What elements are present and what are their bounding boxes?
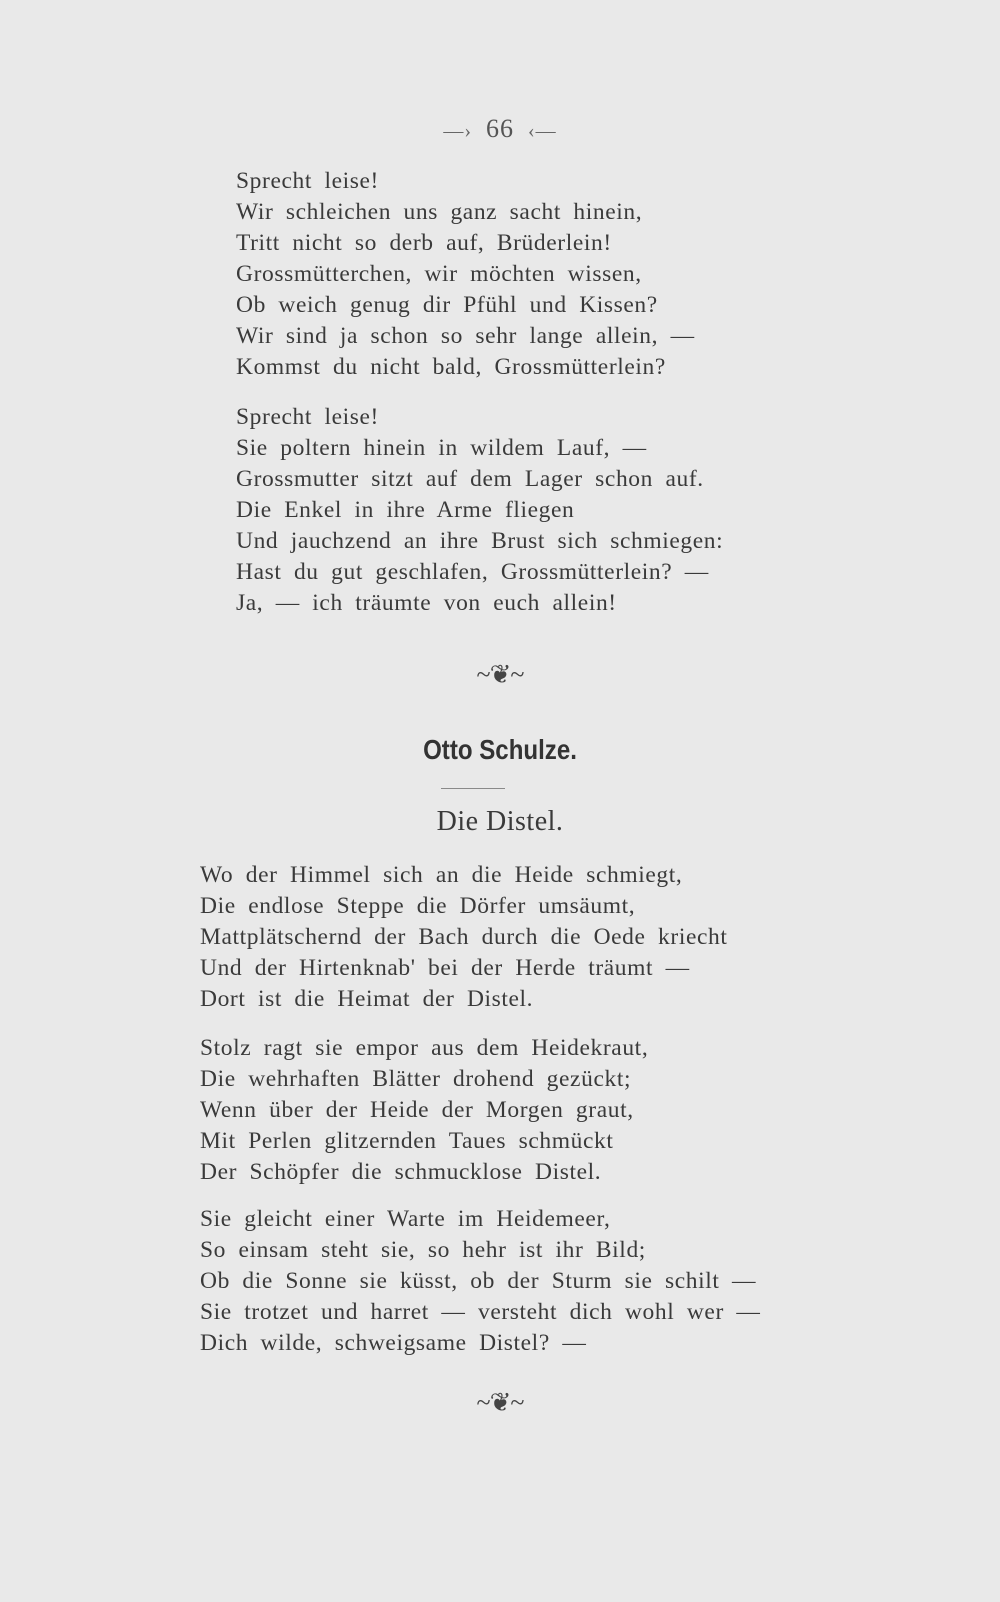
verse-line: Wir schleichen uns ganz sacht hinein,	[236, 199, 643, 225]
verse-line: Dich wilde, schweigsame Distel? —	[200, 1330, 587, 1356]
verse-line: Sie poltern hinein in wildem Lauf, —	[236, 435, 647, 461]
verse-line: Wenn über der Heide der Morgen graut,	[200, 1097, 634, 1123]
verse-line: Dort ist die Heimat der Distel.	[200, 986, 534, 1012]
verse-line: Mit Perlen glitzernden Taues schmückt	[200, 1128, 614, 1154]
verse-line: Die wehrhaften Blätter drohend gezückt;	[200, 1066, 632, 1092]
poem-stanza-1	[200, 860, 728, 1015]
verse-line: Stolz ragt sie empor aus dem Heidekraut,	[200, 1035, 649, 1061]
verse-line: Ob die Sonne sie küsst, ob der Sturm sie schilt —	[200, 1268, 757, 1294]
floral-ornament-icon: ~❦~	[476, 660, 524, 689]
right-arrow-ornament-icon: ‹—	[528, 120, 557, 142]
verse-line: Die Enkel in ihre Arme fliegen	[236, 497, 575, 523]
verse-line: So einsam steht sie, so hehr ist ihr Bild;	[200, 1237, 646, 1263]
divider-rule	[441, 788, 505, 789]
verse-line: Ob weich genug dir Pfühl und Kissen?	[236, 292, 658, 318]
page-number: 66	[486, 114, 514, 143]
floral-ornament-icon: ~❦~	[476, 1388, 524, 1417]
verse-line: Grossmutter sitzt auf dem Lager schon auf.	[236, 466, 704, 492]
verse-line: Wo der Himmel sich an die Heide schmiegt,	[200, 862, 683, 888]
verse-line: Sprecht leise!	[236, 168, 379, 194]
verse-line: Kommst du nicht bald, Grossmütterlein?	[236, 354, 666, 380]
verse-line: Und jauchzend an ihre Brust sich schmiegen:	[236, 528, 724, 554]
verse-line: Wir sind ja schon so sehr lange allein, —	[236, 323, 695, 349]
verse-line: Und der Hirtenknab' bei der Herde träumt —	[200, 955, 690, 981]
poem-title: Die Distel.	[436, 806, 564, 837]
page-number-header	[0, 114, 1000, 144]
verse-line: Der Schöpfer die schmucklose Distel.	[200, 1159, 602, 1185]
verse-line: Ja, — ich träumte von euch allein!	[236, 590, 617, 616]
poem-stanza-2	[200, 1033, 648, 1188]
verse-line: Mattplätschernd der Bach durch die Oede kriecht	[200, 924, 728, 950]
previous-poem-stanza-2	[236, 402, 723, 619]
poem-stanza-3	[200, 1204, 760, 1359]
verse-line: Die endlose Steppe die Dörfer umsäumt,	[200, 893, 636, 919]
author-heading: Otto Schulze.	[423, 734, 577, 765]
verse-line: Sie trotzet und harret — versteht dich wohl wer —	[200, 1299, 761, 1325]
verse-line: Sprecht leise!	[236, 404, 379, 430]
verse-line: Sie gleicht einer Warte im Heidemeer,	[200, 1206, 611, 1232]
verse-line: Grossmütterchen, wir möchten wissen,	[236, 261, 642, 287]
verse-line: Hast du gut geschlafen, Grossmütterlein? —	[236, 559, 709, 585]
verse-line: Tritt nicht so derb auf, Brüderlein!	[236, 230, 612, 256]
left-arrow-ornament-icon: —›	[443, 120, 472, 142]
previous-poem-stanza-1	[236, 166, 695, 383]
